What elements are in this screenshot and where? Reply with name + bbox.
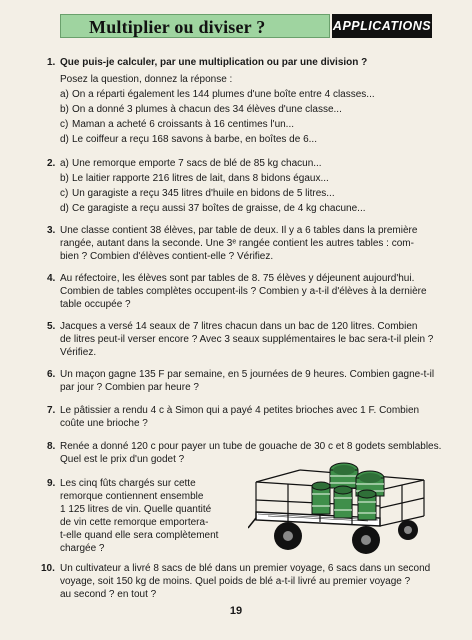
- q1-question: Que puis-je calculer, par une multiplication ou par une division ?: [60, 57, 368, 68]
- q1-label-a: a): [60, 89, 69, 100]
- q7-line-2: coûte une brioche ?: [60, 418, 148, 429]
- q1-item-a: On a réparti également les 144 plumes d'une boîte entre 4 classes...: [72, 89, 375, 100]
- barrel-icon: [358, 490, 376, 520]
- q9-line-4: de vin cette remorque emportera-: [60, 517, 209, 528]
- q4-line-1: Au réfectoire, les élèves sont par tables de 8. 75 élèves y déjeunent aujourd'hui.: [60, 273, 415, 284]
- q9-line-5: t-elle quand elle sera complètement: [60, 530, 219, 541]
- wagon-wheels: [274, 520, 418, 554]
- barrel-icon: [330, 463, 358, 488]
- q6-number: 6.: [47, 369, 56, 380]
- wagon-illustration: [248, 456, 438, 558]
- q7-number: 7.: [47, 405, 56, 416]
- q4-number: 4.: [47, 273, 56, 284]
- q2-item-a: Une remorque emporte 7 sacs de blé de 85 kg chacun...: [72, 158, 322, 169]
- q2-item-b: Le laitier rapporte 216 litres de lait, dans 8 bidons égaux...: [72, 173, 329, 184]
- q2-label-d: d): [60, 203, 69, 214]
- q6-line-1: Un maçon gagne 135 F par semaine, en 5 journées de 9 heures. Combien gagne-t-il: [60, 369, 435, 380]
- section-label: APPLICATIONS: [332, 14, 432, 38]
- q3-number: 3.: [47, 225, 56, 236]
- q7-line-1: Le pâtissier a rendu 4 c à Simon qui a payé 4 petites brioches avec 1 F. Combien: [60, 405, 420, 416]
- q10-number: 10.: [41, 563, 55, 574]
- q2-number: 2.: [47, 158, 56, 169]
- q4-line-3: table occupée ?: [60, 299, 131, 310]
- wagon-drawbar: [248, 518, 256, 528]
- barrel-icon: [334, 486, 352, 518]
- q1-label-c: c): [60, 119, 69, 130]
- barrel-icon: [312, 482, 330, 514]
- q3-line-1: Une classe contient 38 élèves, par table de deux. Il y a 6 tables dans la première: [60, 225, 418, 236]
- q2-label-b: b): [60, 173, 69, 184]
- q9-line-2: remorque contiennent ensemble: [60, 491, 204, 502]
- q1-intro: Posez la question, donnez la réponse :: [60, 74, 233, 85]
- q10-line-3: au second ? en tout ?: [60, 589, 157, 600]
- q2-label-c: c): [60, 188, 69, 199]
- q9-line-6: chargée ?: [60, 543, 105, 554]
- q2-item-c: Un garagiste a reçu 345 litres d'huile en bidons de 5 litres...: [72, 188, 335, 199]
- q2-label-a: a): [60, 158, 69, 169]
- q5-line-2: de litres peut-il verser encore ? Avec 3 seaux supplémentaires le bac sera-t-il plein ?: [60, 334, 434, 345]
- q1-label-b: b): [60, 104, 69, 115]
- q9-number: 9.: [47, 478, 56, 489]
- q8-line-1: Renée a donné 120 c pour payer un tube de gouache de 30 c et 8 godets semblables.: [60, 441, 442, 452]
- q8-number: 8.: [47, 441, 56, 452]
- q5-line-3: Vérifiez.: [60, 347, 97, 358]
- q1-label-d: d): [60, 134, 69, 145]
- q8-line-2: Quel est le prix d'un godet ?: [60, 454, 185, 465]
- q9-line-3: 1 125 litres de vin. Quelle quantité: [60, 504, 212, 515]
- q9-line-1: Les cinq fûts chargés sur cette: [60, 478, 196, 489]
- q1-item-c: Maman a acheté 6 croissants à 16 centimes l'un...: [72, 119, 295, 130]
- q6-line-2: par jour ? Combien par heure ?: [60, 382, 199, 393]
- q10-line-1: Un cultivateur a livré 8 sacs de blé dans un premier voyage, 6 sacs dans un second: [60, 563, 431, 574]
- q3-line-2: rangée, autant dans la seconde. Une 3ᵉ rangée contient les autres tables : com-: [60, 238, 414, 249]
- q4-line-2: Combien de tables complètes occupent-ils ? Combien y a-t-il d'élèves à la dernière: [60, 286, 427, 297]
- q1-number: 1.: [47, 57, 56, 68]
- q5-number: 5.: [47, 321, 56, 332]
- page-title: Multiplier ou diviser ?: [89, 17, 266, 37]
- q2-item-d: Ce garagiste a reçu aussi 37 boîtes de graisse, de 4 kg chacune...: [72, 203, 366, 214]
- page-number: 19: [229, 605, 243, 617]
- q3-line-3: bien ? Combien d'élèves contient-elle ? Vérifiez.: [60, 251, 274, 262]
- q1-item-b: On a donné 3 plumes à chacun des 34 élèves d'une classe...: [72, 104, 342, 115]
- q10-line-2: voyage, soit 150 kg de moins. Quel poids de blé a-t-il livré au premier voyage ?: [60, 576, 411, 587]
- q5-line-1: Jacques a versé 14 seaux de 7 litres chacun dans un bac de 120 litres. Combien: [60, 321, 418, 332]
- q1-item-d: Le coiffeur a reçu 168 savons à barbe, en boîtes de 6...: [72, 134, 317, 145]
